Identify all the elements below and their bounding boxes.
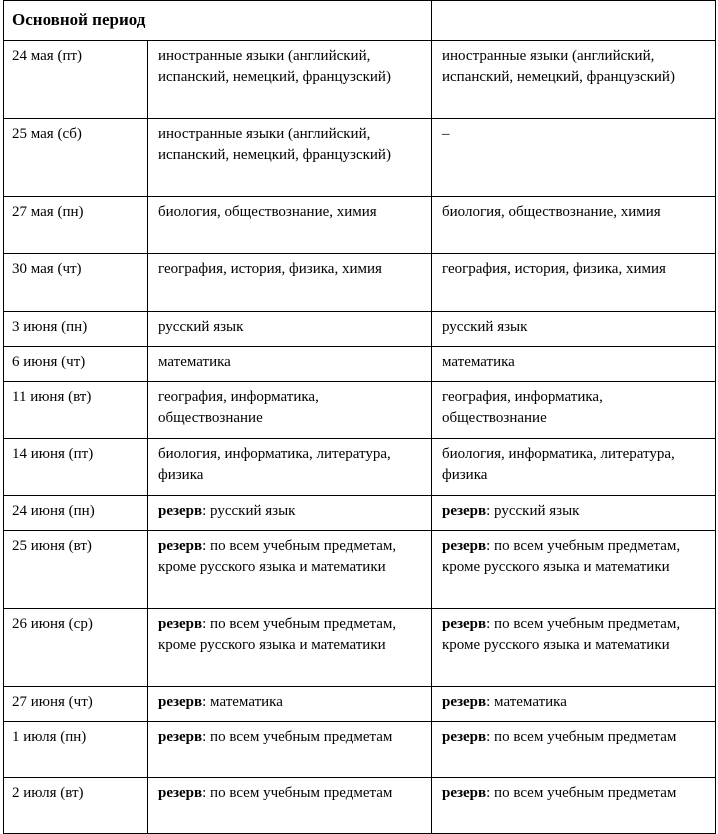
subjects-cell (148, 312, 432, 347)
subjects-cell (148, 197, 432, 254)
subjects-cell (432, 439, 716, 496)
subjects-text: : по всем учебным предметам, кроме русского языка и математики (158, 616, 397, 653)
date-cell: 2 июля (вт) (4, 778, 148, 834)
table-row (4, 439, 716, 496)
subjects-text: иностранные языки (английский, испанский, немецкий, французский) (158, 48, 391, 85)
subjects-text: география, история, физика, химия (442, 261, 666, 277)
subjects-cell (432, 312, 716, 347)
period-title: Основной период (12, 10, 146, 29)
date-cell: 6 июня (чт) (4, 347, 148, 382)
date-cell: 30 мая (чт) (4, 254, 148, 312)
subjects-cell (432, 119, 716, 197)
reserve-label: резерв (158, 538, 203, 554)
subjects-text: математика (442, 354, 515, 370)
date-cell: 3 июня (пн) (4, 312, 148, 347)
reserve-label: резерв (442, 538, 487, 554)
date-cell: 25 мая (сб) (4, 119, 148, 197)
subjects-cell (148, 254, 432, 312)
subjects-text: иностранные языки (английский, испанский, немецкий, французский) (442, 48, 675, 85)
table-row (4, 197, 716, 254)
subjects-cell (148, 778, 432, 834)
date-cell: 14 июня (пт) (4, 439, 148, 496)
subjects-text: : русский язык (486, 503, 580, 519)
subjects-text: : по всем учебным предметам (486, 785, 677, 801)
subjects-text: : по всем учебным предметам (202, 785, 393, 801)
subjects-cell (148, 347, 432, 382)
table-row (4, 531, 716, 609)
subjects-cell (432, 254, 716, 312)
date-cell: 27 мая (пн) (4, 197, 148, 254)
subjects-text: биология, обществознание, химия (158, 204, 377, 220)
date-cell: 1 июля (пн) (4, 722, 148, 778)
subjects-text: : по всем учебным предметам, кроме русского языка и математики (442, 538, 681, 575)
subjects-cell (432, 197, 716, 254)
reserve-label: резерв (442, 785, 487, 801)
subjects-text: география, информатика, обществознание (158, 389, 319, 426)
subjects-cell (432, 609, 716, 687)
reserve-label: резерв (158, 503, 203, 519)
subjects-text: : математика (486, 694, 567, 710)
date-cell: 24 мая (пт) (4, 41, 148, 119)
table-row (4, 722, 716, 778)
subjects-text: : по всем учебным предметам (202, 729, 393, 745)
table-row (4, 496, 716, 531)
subjects-text: – (442, 126, 450, 142)
subjects-text: математика (158, 354, 231, 370)
subjects-cell (432, 687, 716, 722)
table-row (4, 382, 716, 439)
table-row (4, 312, 716, 347)
subjects-cell (432, 347, 716, 382)
subjects-cell (432, 531, 716, 609)
period-header-empty-cell (432, 1, 716, 41)
date-cell: 26 июня (ср) (4, 609, 148, 687)
subjects-text: русский язык (442, 319, 528, 335)
reserve-label: резерв (158, 694, 203, 710)
subjects-text: биология, обществознание, химия (442, 204, 661, 220)
subjects-cell (148, 439, 432, 496)
subjects-cell (148, 496, 432, 531)
subjects-text: география, история, физика, химия (158, 261, 382, 277)
table-row (4, 687, 716, 722)
subjects-cell (148, 41, 432, 119)
subjects-text: : по всем учебным предметам, кроме русского языка и математики (158, 538, 397, 575)
table-row (4, 609, 716, 687)
subjects-text: : по всем учебным предметам (486, 729, 677, 745)
table-row (4, 778, 716, 834)
subjects-text: русский язык (158, 319, 244, 335)
subjects-text: : математика (202, 694, 283, 710)
date-cell: 25 июня (вт) (4, 531, 148, 609)
table-row (4, 41, 716, 119)
reserve-label: резерв (442, 729, 487, 745)
subjects-cell (432, 41, 716, 119)
period-title-cell (4, 1, 432, 41)
reserve-label: резерв (158, 785, 203, 801)
date-cell: 24 июня (пн) (4, 496, 148, 531)
subjects-cell (432, 722, 716, 778)
subjects-cell (432, 778, 716, 834)
table-row (4, 119, 716, 197)
subjects-text: иностранные языки (английский, испанский, немецкий, французский) (158, 126, 391, 163)
subjects-cell (148, 722, 432, 778)
subjects-text: : по всем учебным предметам, кроме русского языка и математики (442, 616, 681, 653)
date-cell: 11 июня (вт) (4, 382, 148, 439)
exam-schedule-table (3, 0, 716, 834)
subjects-cell (432, 496, 716, 531)
reserve-label: резерв (158, 729, 203, 745)
subjects-cell (148, 531, 432, 609)
period-header-row (4, 1, 716, 41)
reserve-label: резерв (442, 616, 487, 632)
reserve-label: резерв (442, 694, 487, 710)
subjects-text: : русский язык (202, 503, 296, 519)
date-cell: 27 июня (чт) (4, 687, 148, 722)
subjects-cell (148, 119, 432, 197)
subjects-cell (148, 687, 432, 722)
subjects-text: биология, информатика, литература, физика (158, 446, 391, 483)
subjects-text: география, информатика, обществознание (442, 389, 603, 426)
table-row (4, 254, 716, 312)
subjects-cell (148, 382, 432, 439)
table-row (4, 347, 716, 382)
subjects-text: биология, информатика, литература, физика (442, 446, 675, 483)
subjects-cell (148, 609, 432, 687)
reserve-label: резерв (442, 503, 487, 519)
subjects-cell (432, 382, 716, 439)
reserve-label: резерв (158, 616, 203, 632)
